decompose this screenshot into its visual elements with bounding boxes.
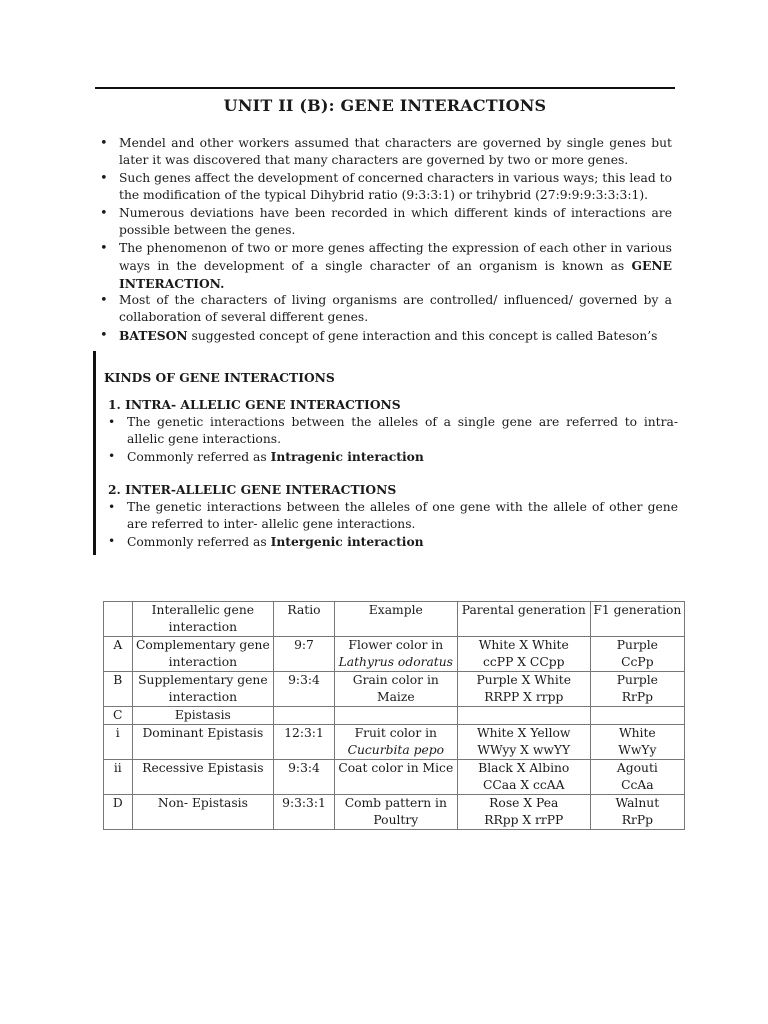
- row-parental: [457, 760, 590, 795]
- section-side-bar: [93, 351, 96, 555]
- table-row: [104, 637, 685, 672]
- row-example: Coat color in Mice: [334, 760, 457, 795]
- header-parental: Parental generation: [457, 602, 590, 637]
- row-index: A: [104, 637, 133, 672]
- inter-allelic-list: [108, 499, 678, 551]
- parental-genotype: RRpp X rrPP: [484, 813, 564, 827]
- row-index: C: [104, 707, 133, 725]
- bullet-bateson: [100, 327, 672, 344]
- table-row: [104, 672, 685, 707]
- intra-point-2: [108, 448, 678, 466]
- row-ratio: 9:7: [274, 637, 335, 672]
- row-example: [334, 725, 457, 760]
- example-species: Lathyrus odoratus: [338, 655, 453, 669]
- parental-genotype: CCaa X ccAA: [482, 778, 565, 792]
- row-f1: [590, 760, 684, 795]
- table-row: [104, 725, 685, 760]
- f1-phenotype: Purple: [616, 673, 658, 687]
- row-parental: [457, 637, 590, 672]
- bullet-phenomenon-text: The phenomenon of two or more genes affecting the expression of each other in various ways in the development of a single character of an organism is known as: [119, 241, 672, 273]
- row-index: D: [104, 795, 133, 830]
- top-rule: [95, 87, 675, 89]
- example-line: Grain color in: [352, 673, 439, 687]
- table-row: [104, 795, 685, 830]
- row-interaction: Dominant Epistasis: [132, 725, 274, 760]
- intra-point-2-text: Commonly referred as: [127, 450, 271, 464]
- inter-point-1: • The genetic interactions between the alleles of one gene with the allele of other gene are referred to inter- allelic gene interactions.: [108, 499, 678, 533]
- row-parental: [457, 707, 590, 725]
- bullet-mendel: • Mendel and other workers assumed that characters are governed by single genes but later it was discovered that many characters are governed by two or more genes.: [100, 135, 672, 169]
- f1-phenotype: Agouti: [616, 761, 658, 775]
- row-example: [334, 795, 457, 830]
- row-interaction: Supplementary gene interaction: [132, 672, 274, 707]
- row-interaction: Non- Epistasis: [132, 795, 274, 830]
- row-index: i: [104, 725, 133, 760]
- bullet-characters: • Most of the characters of living organisms are controlled/ influenced/ governed by a collaboration of several different genes.: [100, 292, 672, 326]
- page-title: UNIT II (B): GENE INTERACTIONS: [223, 96, 547, 115]
- intro-bullet-list: [100, 135, 672, 344]
- parental-phenotype: Purple X White: [476, 673, 571, 687]
- row-parental: [457, 672, 590, 707]
- f1-genotype: WwYy: [618, 743, 657, 757]
- row-interaction: Complementary gene interaction: [132, 637, 274, 672]
- header-ratio: Ratio: [274, 602, 335, 637]
- bateson-term: BATESON: [119, 328, 188, 343]
- row-interaction: Recessive Epistasis: [132, 760, 274, 795]
- row-ratio: 9:3:4: [274, 760, 335, 795]
- bullet-deviations: • Numerous deviations have been recorded in which different kinds of interactions are possible between the genes.: [100, 205, 672, 239]
- example-line: Fruit color in: [354, 726, 437, 740]
- f1-genotype: RrPp: [621, 813, 653, 827]
- row-example: [334, 672, 457, 707]
- intergenic-term: Intergenic interaction: [270, 534, 424, 549]
- row-parental: [457, 725, 590, 760]
- row-ratio: 12:3:1: [274, 725, 335, 760]
- bullet-bateson-text: suggested concept of gene interaction and this concept is called Bateson’s: [187, 329, 658, 343]
- parental-phenotype: Rose X Pea: [489, 796, 559, 810]
- table-header-row: [104, 602, 685, 637]
- inter-allelic-heading: 2. INTER-ALLELIC GENE INTERACTIONS: [108, 482, 397, 497]
- f1-genotype: CcPp: [621, 655, 654, 669]
- row-ratio: [274, 707, 335, 725]
- row-f1: [590, 725, 684, 760]
- row-index: ii: [104, 760, 133, 795]
- row-f1: [590, 637, 684, 672]
- f1-genotype: RrPp: [621, 690, 653, 704]
- intra-allelic-heading: 1. INTRA- ALLELIC GENE INTERACTIONS: [108, 397, 401, 412]
- inter-point-2: [108, 533, 678, 551]
- parental-genotype: RRPP X rrpp: [484, 690, 564, 704]
- example-line-2: Maize: [376, 690, 415, 704]
- row-interaction: Epistasis: [132, 707, 274, 725]
- intra-allelic-list: [108, 414, 678, 466]
- example-line: Comb pattern in: [344, 796, 447, 810]
- intra-point-1: • The genetic interactions between the alleles of a single gene are referred to intra-allelic gene interactions.: [108, 414, 678, 448]
- f1-phenotype: Walnut: [615, 796, 660, 810]
- gene-interaction-table: [103, 601, 685, 830]
- kinds-heading: KINDS OF GENE INTERACTIONS: [104, 370, 335, 385]
- row-f1: [590, 672, 684, 707]
- example-species: Cucurbita pepo: [347, 743, 445, 757]
- row-f1: [590, 795, 684, 830]
- header-f1: F1 generation: [590, 602, 684, 637]
- example-line-2: Poultry: [373, 813, 419, 827]
- f1-phenotype: Purple: [616, 638, 658, 652]
- parental-genotype: WWyy X wwYY: [477, 743, 571, 757]
- row-index: B: [104, 672, 133, 707]
- header-index: [104, 602, 133, 637]
- gene-interaction-term: GENE INTERACTION.: [119, 258, 672, 291]
- row-f1: [590, 707, 684, 725]
- f1-genotype: CcAa: [621, 778, 654, 792]
- intragenic-term: Intragenic interaction: [270, 449, 424, 464]
- f1-phenotype: White: [618, 726, 656, 740]
- parental-phenotype: Black X Albino: [478, 761, 570, 775]
- row-ratio: 9:3:3:1: [274, 795, 335, 830]
- parental-genotype: ccPP X CCpp: [483, 655, 565, 669]
- row-example: [334, 637, 457, 672]
- example-line: Flower color in: [348, 638, 444, 652]
- header-example: Example: [334, 602, 457, 637]
- table-row: [104, 707, 685, 725]
- row-ratio: 9:3:4: [274, 672, 335, 707]
- bullet-genes-affect: • Such genes affect the development of concerned characters in various ways; this lead to the modification of the typical Dihybrid ratio (9:3:3:1) or trihybrid (27:9:9:9:3:3:3:1).: [100, 170, 672, 204]
- row-example: [334, 707, 457, 725]
- table-row: [104, 760, 685, 795]
- row-parental: [457, 795, 590, 830]
- bullet-phenomenon: [100, 240, 672, 291]
- parental-phenotype: White X Yellow: [477, 726, 571, 740]
- inter-point-2-text: Commonly referred as: [127, 535, 271, 549]
- header-interaction: Interallelic gene interaction: [132, 602, 274, 637]
- parental-phenotype: White X White: [478, 638, 569, 652]
